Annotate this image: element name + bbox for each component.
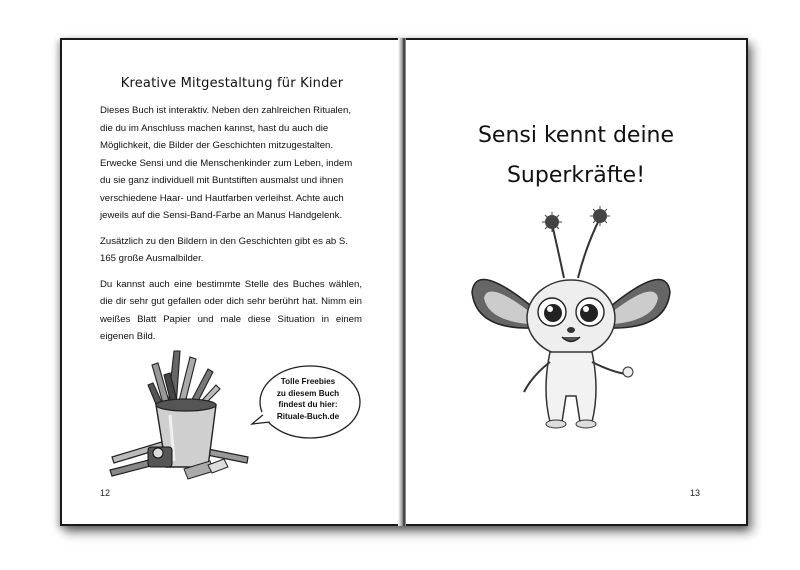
page-number-right: 13 xyxy=(689,488,700,498)
page-number-left: 12 xyxy=(100,488,111,498)
chapter-title: Sensi kennt deine Superkräfte! xyxy=(477,123,675,188)
paragraph-1: Dieses Buch ist interaktiv. Neben den zahlreichen Ritualen, die du im Anschluss machen kannst, hast du auch die Möglichkeit, die Bilder der Geschichten mitzugestalten. Erwecke Sensi und die Menschenkinder zum Leben, indem du sie ganz individuell mit Buntstiften ausmalst und ihnen verschiedene Haar- und Hautfarben verleihst. Achte auch jeweils auf die Sensi-Band-Farbe an Manus Handgelenk. xyxy=(100,105,353,221)
body-text xyxy=(100,102,362,354)
left-page xyxy=(60,38,402,526)
page-title: Kreative Mitgestaltung für Kinder xyxy=(120,76,344,91)
paragraph-3: Du kannst auch eine bestimmte Stelle des Buches wählen, die dir sehr gut gefallen oder dich sehr berührt hat. Nimm ein weißes Blatt Papier und male diese Situation in einem eigenen Bild. xyxy=(100,278,362,342)
open-book xyxy=(60,38,748,526)
sensi-creature-icon xyxy=(466,200,676,450)
bubble-text: Tolle Freebies zu diesem Buch findest du hier: Rituale-Buch.de xyxy=(276,377,340,421)
right-page xyxy=(406,38,748,526)
pencil-cup-icon xyxy=(108,345,258,485)
paragraph-2: Zusätzlich zu den Bildern in den Geschichten gibt es ab S. 165 große Ausmalbilder. xyxy=(100,235,348,264)
